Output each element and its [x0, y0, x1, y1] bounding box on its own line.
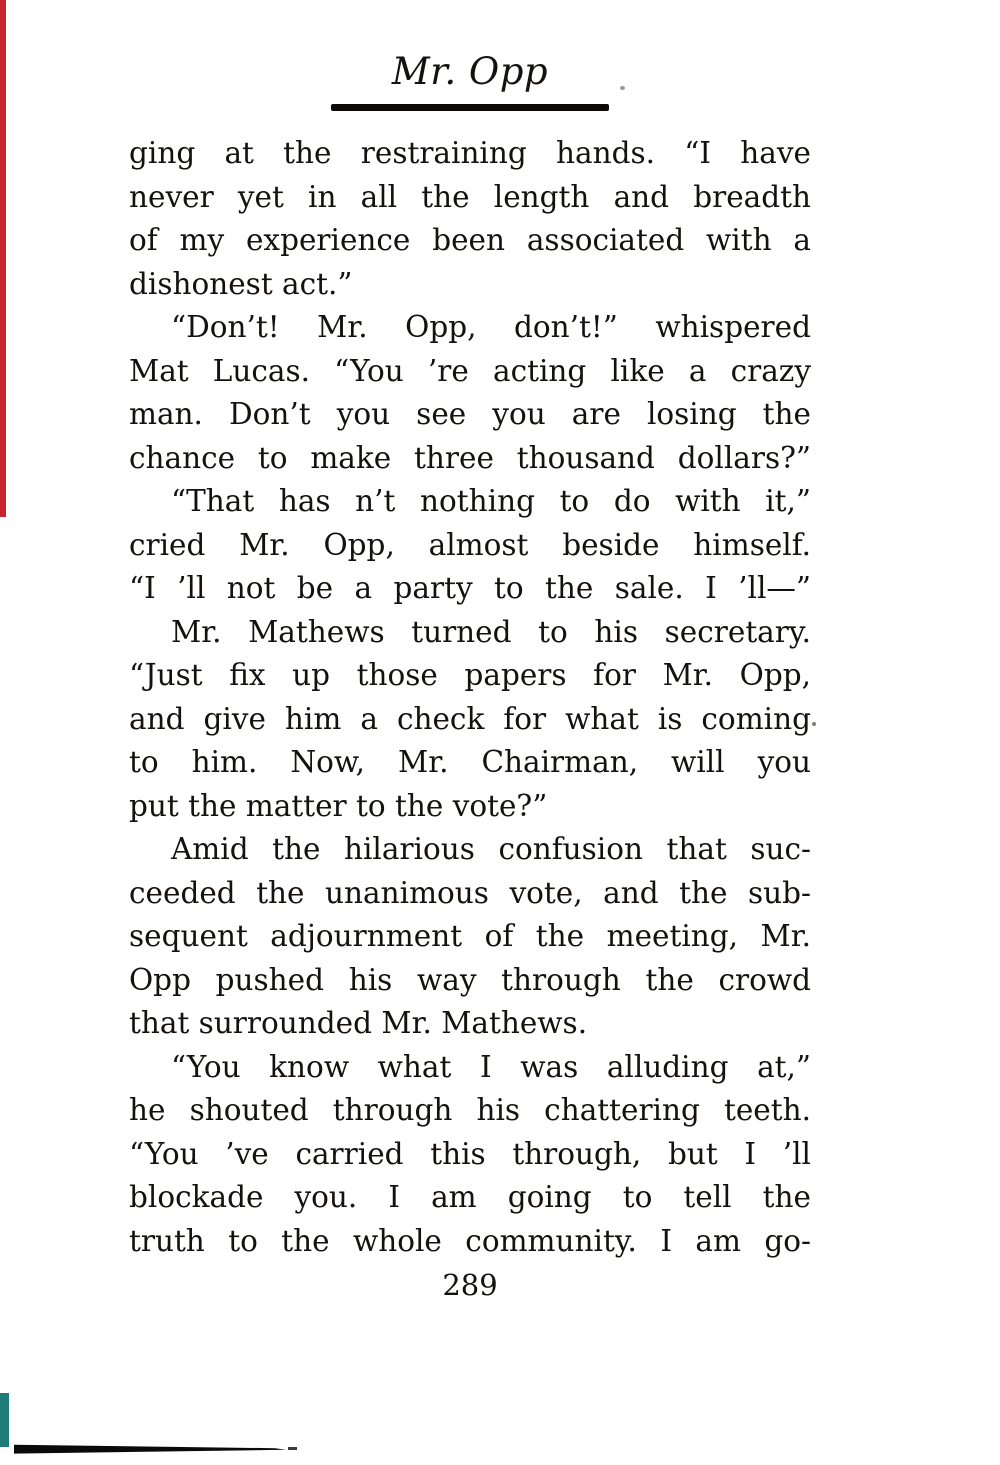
- paragraph: [129, 132, 811, 306]
- paragraph: [129, 480, 811, 611]
- paragraph: [129, 611, 811, 829]
- text-block: [129, 132, 811, 1263]
- text-line: chance to make three thousand dollars?”: [129, 440, 811, 475]
- text-line: dishonest act.”: [129, 266, 353, 301]
- text-line: never yet in all the length and breadth: [129, 179, 811, 214]
- paragraph: [129, 828, 811, 1046]
- text-line: “You know what I was alluding at,”: [171, 1049, 811, 1084]
- text-line: cried Mr. Opp, almost beside himself.: [129, 527, 811, 562]
- text-line: Mr. Mathews turned to his secretary.: [171, 614, 811, 649]
- text-line: of my experience been associated with a: [129, 223, 811, 257]
- text-line: blockade you. I am going to tell the: [129, 1180, 811, 1214]
- text-line: “Don’t! Mr. Opp, don’t!” whispered: [171, 310, 811, 344]
- page-number: 289: [442, 1268, 498, 1302]
- text-line: ging at the restraining hands. “I have: [129, 136, 811, 170]
- running-head-title: Mr. Opp: [391, 50, 549, 93]
- text-line: Mat Lucas. “You ’re acting like a crazy: [129, 353, 811, 388]
- text-line: to him. Now, Mr. Chairman, will you: [129, 745, 811, 779]
- text-line: put the matter to the vote?”: [129, 788, 548, 823]
- paragraph: [129, 1046, 811, 1264]
- page-content: [129, 0, 811, 1307]
- text-line: “You ’ve carried this through, but I ’ll: [129, 1136, 811, 1171]
- bottom-ink-line: [14, 1444, 286, 1454]
- text-line: that surrounded Mr. Mathews.: [129, 1006, 588, 1040]
- text-line: and give him a check for what is coming: [129, 701, 811, 736]
- text-line: “I ’ll not be a party to the sale. I ’ll—”: [129, 571, 811, 605]
- text-line: Amid the hilarious confusion that suc-: [171, 832, 811, 866]
- text-line: truth to the whole community. I am go-: [129, 1223, 811, 1258]
- header-rule: [331, 104, 609, 111]
- text-line: ceeded the unanimous vote, and the sub-: [129, 875, 811, 910]
- text-line: “That has n’t nothing to do with it,”: [171, 484, 811, 518]
- red-scan-strip: [0, 0, 6, 517]
- text-line: man. Don’t you see you are losing the: [129, 397, 811, 431]
- paragraph: [129, 306, 811, 480]
- text-line: “Just fix up those papers for Mr. Opp,: [129, 658, 811, 692]
- text-line: he shouted through his chattering teeth.: [129, 1093, 811, 1127]
- scan-speck: [812, 722, 816, 726]
- text-line: sequent adjournment of the meeting, Mr.: [129, 919, 811, 953]
- scan-speck: [288, 1447, 297, 1450]
- teal-scan-strip: [0, 1393, 9, 1447]
- text-line: Opp pushed his way through the crowd: [129, 962, 811, 997]
